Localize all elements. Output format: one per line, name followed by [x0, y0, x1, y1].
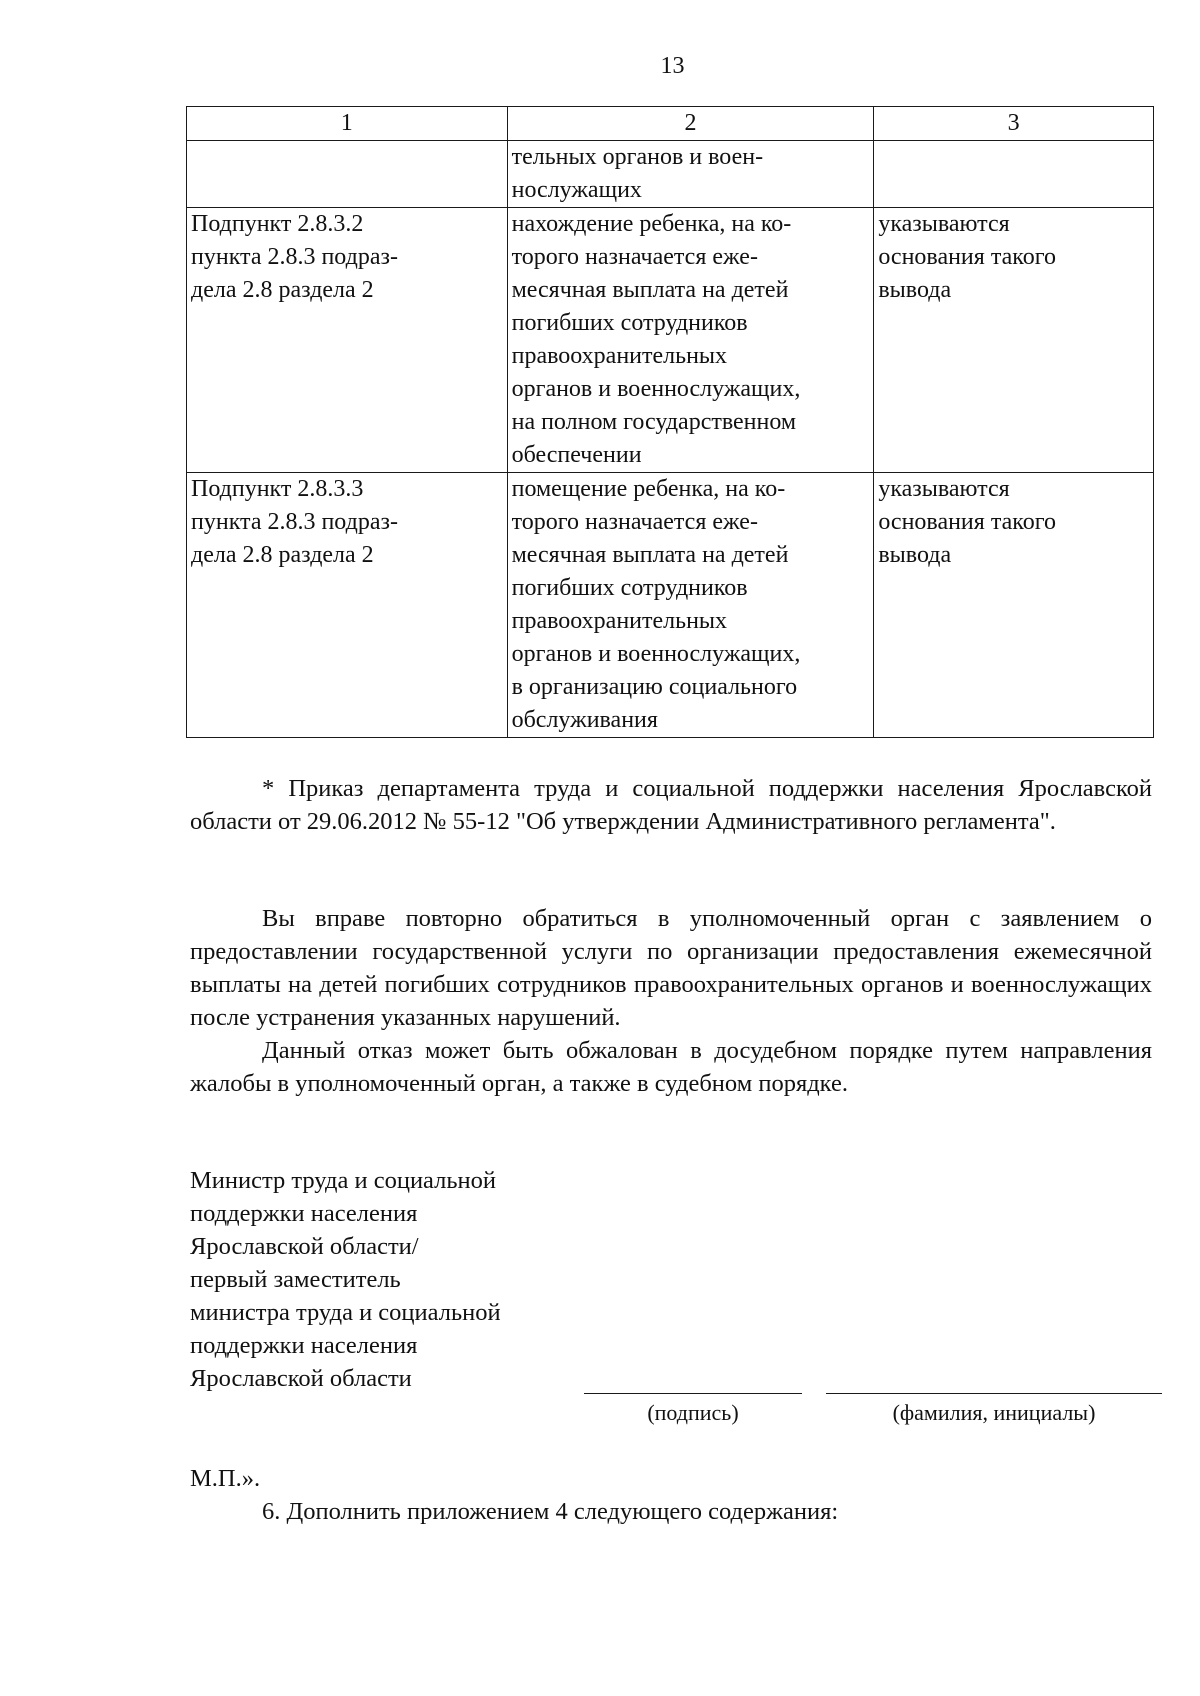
table-row	[187, 141, 1154, 208]
cell-text-line: правоохранительных	[511, 608, 728, 634]
cell-text-line: торого назначается еже-	[511, 509, 758, 535]
closing-instruction: 6. Дополнить приложением 4 следующего содержания:	[262, 1498, 839, 1525]
name-line	[826, 1393, 1162, 1394]
table-cell	[507, 208, 874, 473]
signatory-line: поддержки населения	[190, 1332, 418, 1359]
table-row	[187, 473, 1154, 738]
cell-text-line: погибших сотрудников	[511, 575, 748, 601]
cell-text-line: обеспечении	[511, 442, 642, 468]
paragraph-resubmit: Вы вправе повторно обратиться в уполномоченный орган с заявлением о предоставлении государственной услуги по организации предоставления ежемесячной выплаты на детей погибших сотрудников правоохранительных органов и военнослужащих после устранения указанных нарушений.	[190, 905, 1152, 1031]
name-caption: (фамилия, инициалы)	[892, 1400, 1096, 1425]
table-cell	[187, 141, 508, 208]
signature-caption: (подпись)	[647, 1400, 739, 1425]
cell-text-line: нахождение ребенка, на ко-	[511, 211, 792, 237]
cell-text-line: вывода	[878, 542, 952, 568]
table-cell	[507, 141, 874, 208]
cell-text-line: обслуживания	[511, 707, 658, 733]
cell-text-line: погибших сотрудников	[511, 310, 748, 336]
cell-text-line: Подпункт 2.8.3.2	[191, 211, 364, 237]
cell-text-line: органов и военнослужащих,	[511, 641, 801, 667]
cell-text-line: пункта 2.8.3 подраз-	[191, 509, 398, 535]
cell-text-line: органов и военнослужащих,	[511, 376, 801, 402]
cell-text-line: основания такого	[878, 509, 1056, 535]
table-header-row	[187, 107, 1154, 141]
table-cell	[874, 473, 1154, 738]
stamp-label: М.П.».	[190, 1465, 261, 1492]
signatory-line: первый заместитель	[190, 1266, 401, 1293]
cell-text-line: указываются	[878, 476, 1010, 502]
cell-text-line: месячная выплата на детей	[511, 277, 789, 303]
signatory-line: Ярославской области	[190, 1365, 412, 1392]
cell-text-line: Подпункт 2.8.3.3	[191, 476, 364, 502]
page-number: 13	[660, 53, 685, 79]
table-cell	[874, 208, 1154, 473]
cell-text-line: месячная выплата на детей	[511, 542, 789, 568]
cell-text-line: в организацию социального	[511, 674, 798, 700]
signatory-line: Министр труда и социальной	[190, 1167, 497, 1194]
table-cell	[187, 208, 508, 473]
cell-text-line: дела 2.8 раздела 2	[191, 542, 374, 568]
cell-text-line: тельных органов и воен-	[511, 144, 764, 170]
table-cell	[874, 141, 1154, 208]
cell-text-line: помещение ребенка, на ко-	[511, 476, 786, 502]
signatory-line: министра труда и социальной	[190, 1299, 501, 1326]
cell-text-line: на полном государственном	[511, 409, 797, 435]
table-cell	[507, 473, 874, 738]
cell-text-line: указываются	[878, 211, 1010, 237]
cell-text-line: торого назначается еже-	[511, 244, 758, 270]
signatory-line: Ярославской области/	[190, 1233, 419, 1260]
table-cell	[187, 473, 508, 738]
signatory-block	[190, 1164, 501, 1395]
column-header-1: 1	[187, 107, 508, 141]
footnote: * Приказ департамента труда и социальной поддержки населения Ярославской области от 29.06.2012 № 55-12 "Об утверждении Административного регламента".	[190, 775, 1152, 835]
signatory-line: поддержки населения	[190, 1200, 418, 1227]
column-header-2: 2	[507, 107, 874, 141]
paragraph-appeal: Данный отказ может быть обжалован в досудебном порядке путем направления жалобы в уполномоченный орган, а также в судебном порядке.	[190, 1037, 1152, 1097]
table-row	[187, 208, 1154, 473]
cell-text-line: основания такого	[878, 244, 1056, 270]
document-table	[186, 106, 1154, 738]
cell-text-line: нослужащих	[511, 177, 642, 203]
cell-text-line: пункта 2.8.3 подраз-	[191, 244, 398, 270]
cell-text-line: дела 2.8 раздела 2	[191, 277, 374, 303]
signature-line	[584, 1393, 802, 1394]
cell-text-line: правоохранительных	[511, 343, 728, 369]
column-header-3: 3	[874, 107, 1154, 141]
cell-text-line: вывода	[878, 277, 952, 303]
